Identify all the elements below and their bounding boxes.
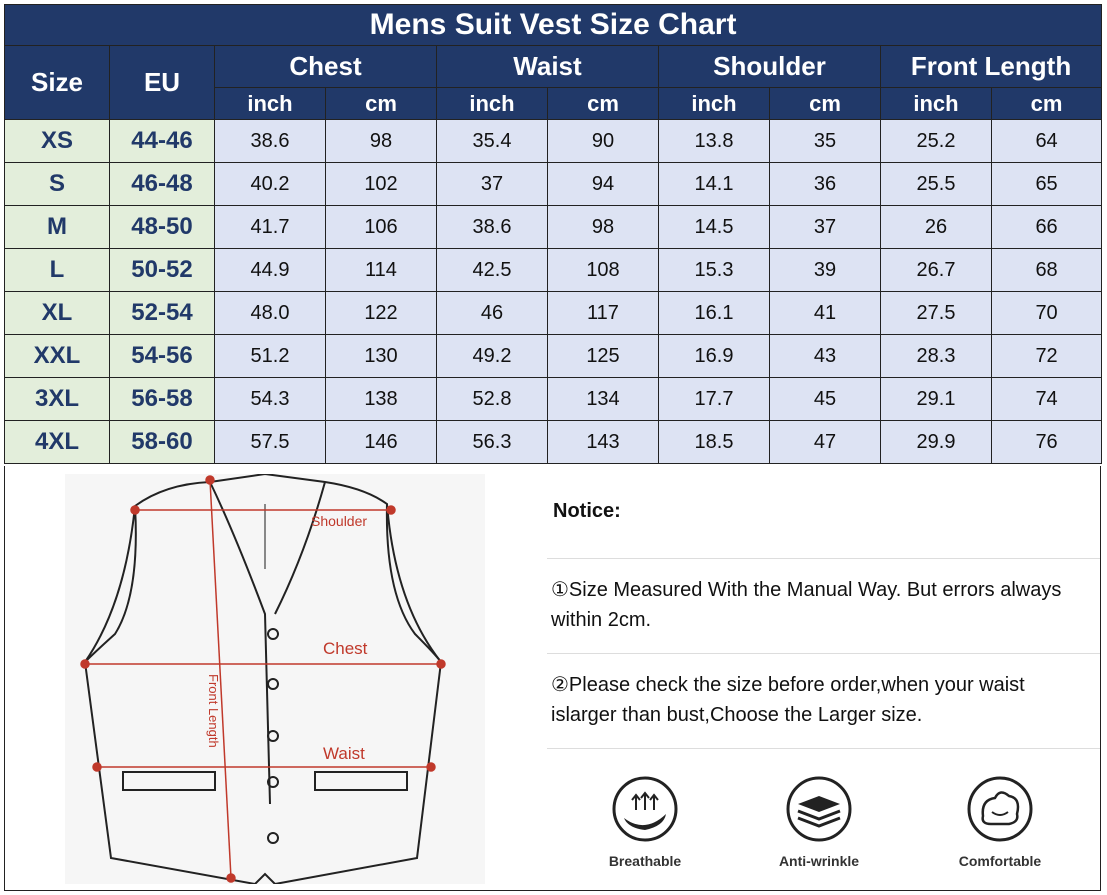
measurement-cell: 106 xyxy=(326,206,437,249)
unit-header: cm xyxy=(326,88,437,120)
label-shoulder: Shoulder xyxy=(311,513,368,529)
measurement-cell: 16.9 xyxy=(659,335,770,378)
measurement-cell: 14.1 xyxy=(659,163,770,206)
eu-cell: 52-54 xyxy=(110,292,215,335)
measurement-cell: 122 xyxy=(326,292,437,335)
measurement-cell: 45 xyxy=(770,378,881,421)
measurement-cell: 29.9 xyxy=(881,421,992,464)
measurement-cell: 16.1 xyxy=(659,292,770,335)
table-row xyxy=(5,120,1102,163)
eu-cell: 44-46 xyxy=(110,120,215,163)
measurement-cell: 28.3 xyxy=(881,335,992,378)
button xyxy=(268,679,278,689)
measurement-cell: 51.2 xyxy=(215,335,326,378)
measurement-cell: 66 xyxy=(992,206,1102,249)
measurement-cell: 130 xyxy=(326,335,437,378)
unit-header: inch xyxy=(659,88,770,120)
measurement-cell: 37 xyxy=(437,163,548,206)
measurement-cell: 47 xyxy=(770,421,881,464)
measurement-cell: 54.3 xyxy=(215,378,326,421)
measurement-cell: 17.7 xyxy=(659,378,770,421)
button xyxy=(268,833,278,843)
unit-header: cm xyxy=(548,88,659,120)
measurement-cell: 35.4 xyxy=(437,120,548,163)
table-row xyxy=(5,249,1102,292)
measurement-cell: 35 xyxy=(770,120,881,163)
header-chest: Chest xyxy=(215,46,437,88)
measurement-cell: 114 xyxy=(326,249,437,292)
comfortable-icon xyxy=(965,774,1035,844)
measurement-cell: 146 xyxy=(326,421,437,464)
measurement-cell: 56.3 xyxy=(437,421,548,464)
feature-label: Comfortable xyxy=(958,853,1042,869)
measurement-cell: 90 xyxy=(548,120,659,163)
eu-cell: 48-50 xyxy=(110,206,215,249)
measurement-cell: 26 xyxy=(881,206,992,249)
measurement-cell: 98 xyxy=(326,120,437,163)
measurement-cell: 41.7 xyxy=(215,206,326,249)
measurement-cell: 98 xyxy=(548,206,659,249)
vest-armhole-right xyxy=(387,504,441,662)
table-row xyxy=(5,421,1102,464)
measurement-cell: 26.7 xyxy=(881,249,992,292)
measurement-cell: 49.2 xyxy=(437,335,548,378)
notice-item-1: ①Size Measured With the Manual Way. But errors always within 2cm. xyxy=(551,579,1062,631)
measurement-cell: 125 xyxy=(548,335,659,378)
unit-header: cm xyxy=(770,88,881,120)
unit-header: inch xyxy=(215,88,326,120)
notice-panel xyxy=(547,466,1100,891)
eu-cell: 56-58 xyxy=(110,378,215,421)
header-waist: Waist xyxy=(437,46,659,88)
unit-header: inch xyxy=(881,88,992,120)
measurement-cell: 25.5 xyxy=(881,163,992,206)
pocket-right xyxy=(315,772,407,790)
measurement-cell: 68 xyxy=(992,249,1102,292)
eu-cell: 50-52 xyxy=(110,249,215,292)
vest-diagram xyxy=(65,474,485,884)
table-row xyxy=(5,292,1102,335)
measurement-cell: 38.6 xyxy=(437,206,548,249)
label-waist: Waist xyxy=(323,744,365,763)
measurement-cell: 138 xyxy=(326,378,437,421)
measurement-cell: 108 xyxy=(548,249,659,292)
size-cell: 4XL xyxy=(5,421,110,464)
size-cell: 3XL xyxy=(5,378,110,421)
notice-title: Notice: xyxy=(553,500,621,522)
table-row xyxy=(5,163,1102,206)
measurement-cell: 43 xyxy=(770,335,881,378)
unit-header: cm xyxy=(992,88,1102,120)
measurement-cell: 57.5 xyxy=(215,421,326,464)
measurement-cell: 13.8 xyxy=(659,120,770,163)
measurement-cell: 42.5 xyxy=(437,249,548,292)
measurement-cell: 134 xyxy=(548,378,659,421)
chart-title: Mens Suit Vest Size Chart xyxy=(5,5,1102,46)
button xyxy=(268,731,278,741)
label-chest: Chest xyxy=(323,639,368,658)
label-front-length: Front Length xyxy=(206,674,221,748)
feature-breathable xyxy=(585,774,705,869)
feature-label: Breathable xyxy=(608,853,682,869)
measurement-cell: 15.3 xyxy=(659,249,770,292)
measurement-cell: 40.2 xyxy=(215,163,326,206)
feature-anti-wrinkle xyxy=(759,774,879,869)
measurement-cell: 36 xyxy=(770,163,881,206)
measurement-cell: 38.6 xyxy=(215,120,326,163)
measurement-cell: 41 xyxy=(770,292,881,335)
button xyxy=(268,629,278,639)
size-cell: XXL xyxy=(5,335,110,378)
feature-comfortable xyxy=(940,774,1060,869)
measurement-cell: 27.5 xyxy=(881,292,992,335)
vest-lapel-right xyxy=(275,482,325,614)
measurement-cell: 74 xyxy=(992,378,1102,421)
header-shoulder: Shoulder xyxy=(659,46,881,88)
size-cell: XL xyxy=(5,292,110,335)
measurement-cell: 52.8 xyxy=(437,378,548,421)
table-row xyxy=(5,378,1102,421)
header-eu: EU xyxy=(110,46,215,120)
measurement-cell: 37 xyxy=(770,206,881,249)
measurement-cell: 14.5 xyxy=(659,206,770,249)
measurement-cell: 72 xyxy=(992,335,1102,378)
size-cell: XS xyxy=(5,120,110,163)
measurement-cell: 76 xyxy=(992,421,1102,464)
measurement-cell: 44.9 xyxy=(215,249,326,292)
notice-item-2: ②Please check the size before order,when your waist islarger than bust,Choose the Larger size. xyxy=(551,674,1025,726)
measurement-cell: 143 xyxy=(548,421,659,464)
measurement-cell: 117 xyxy=(548,292,659,335)
breathable-icon xyxy=(610,774,680,844)
measurement-cell: 64 xyxy=(992,120,1102,163)
size-chart-table xyxy=(4,4,1102,464)
measurement-cell: 65 xyxy=(992,163,1102,206)
unit-header: inch xyxy=(437,88,548,120)
measurement-cell: 39 xyxy=(770,249,881,292)
measurement-cell: 29.1 xyxy=(881,378,992,421)
table-row xyxy=(5,206,1102,249)
measurement-cell: 46 xyxy=(437,292,548,335)
feature-label: Anti-wrinkle xyxy=(778,853,860,869)
size-cell: L xyxy=(5,249,110,292)
measurement-cell: 48.0 xyxy=(215,292,326,335)
measurement-cell: 94 xyxy=(548,163,659,206)
pocket-left xyxy=(123,772,215,790)
vest-outline xyxy=(85,474,441,884)
table-row xyxy=(5,335,1102,378)
vest-illustration xyxy=(65,474,485,884)
size-cell: S xyxy=(5,163,110,206)
anti-wrinkle-icon xyxy=(784,774,854,844)
size-cell: M xyxy=(5,206,110,249)
measurement-cell: 70 xyxy=(992,292,1102,335)
measurement-cell: 102 xyxy=(326,163,437,206)
eu-cell: 54-56 xyxy=(110,335,215,378)
eu-cell: 46-48 xyxy=(110,163,215,206)
eu-cell: 58-60 xyxy=(110,421,215,464)
header-size: Size xyxy=(5,46,110,120)
header-front-length: Front Length xyxy=(881,46,1102,88)
info-panel xyxy=(4,466,1101,891)
measurement-cell: 25.2 xyxy=(881,120,992,163)
measurement-cell: 18.5 xyxy=(659,421,770,464)
